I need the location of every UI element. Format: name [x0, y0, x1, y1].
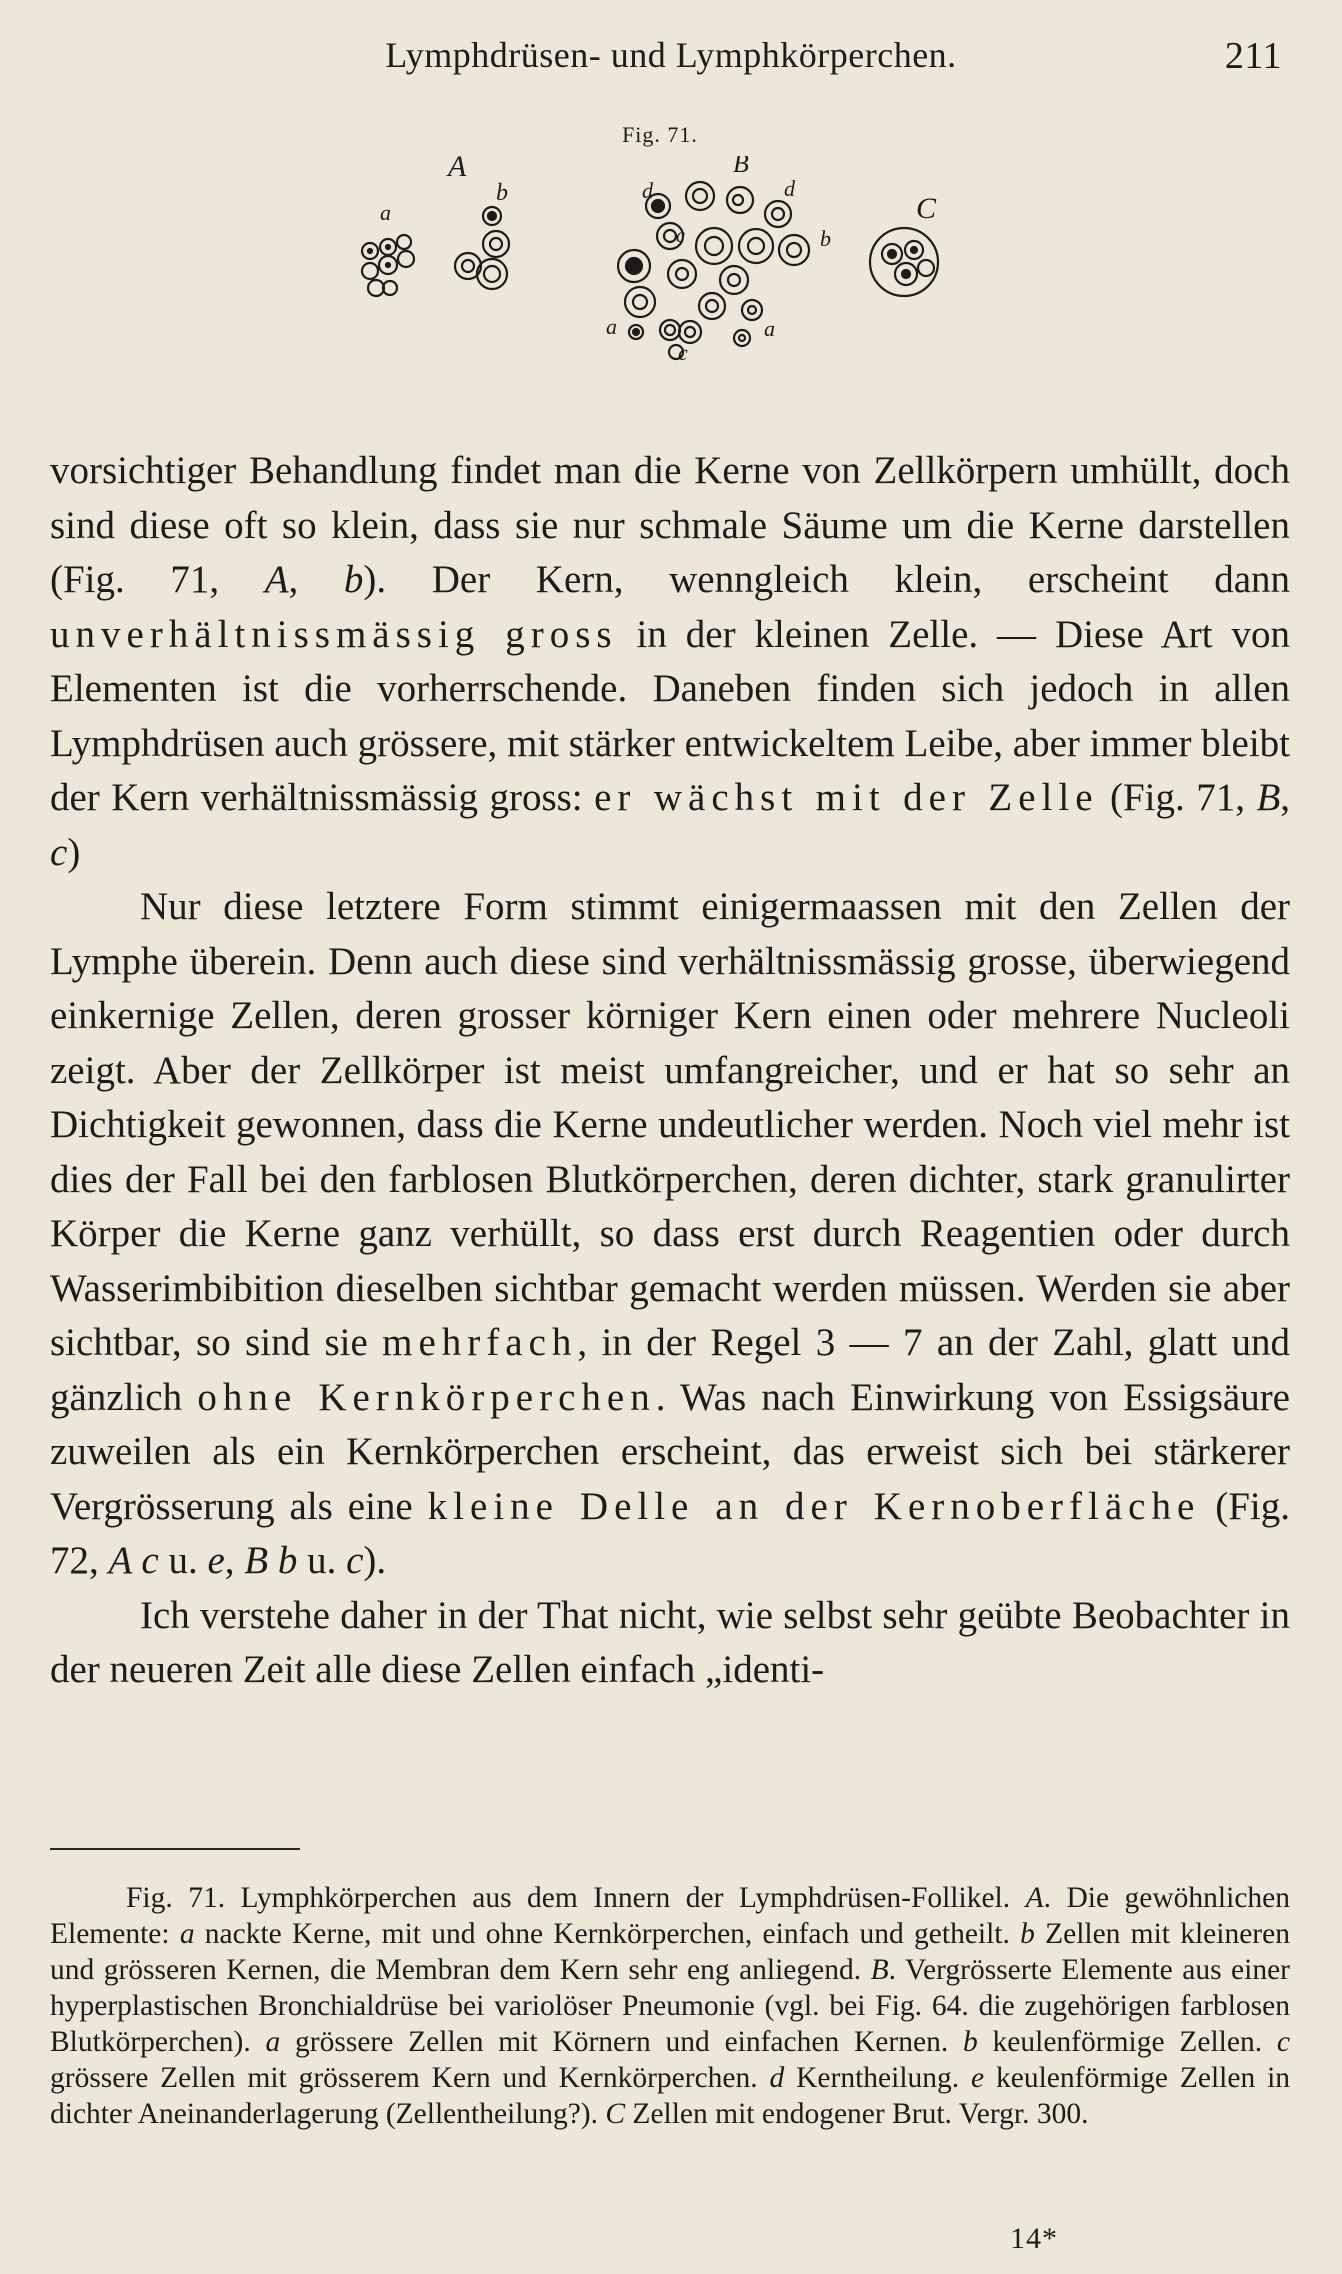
- text-run: , in der Regel 3 — 7 an der Zahl, glatt und gänzlich: [50, 1321, 1290, 1419]
- letter-A: A: [448, 156, 467, 183]
- caption-run: Kerntheilung.: [784, 2062, 972, 2094]
- text-run: Nur diese letztere Form stimmt einigermaassen mit den Zellen der Lymphe überein. Denn auch diese sind verhältnissmässig grosse, überwiegend einkernige Zellen, deren grosser körniger Kern einen oder mehrere Nucleoli zeigt. Aber der Zellkörper ist meist umfangreicher, und er hat so sehr an Dichtigkeit gewonnen, dass die Kerne undeutlicher werden. Noch viel mehr ist dies der Fall bei den farblosen Blutkörperchen, deren dichter, stark granulirter Körper die Kerne ganz verhüllt, so dass erst durch Reagentien oder durch Wasserimbibition dieselben sichtbar gemacht werden müssen. Werden sie aber sichtbar, so sind sie: [50, 885, 1290, 1364]
- spaced-emphasis: mehrfach: [382, 1321, 578, 1364]
- text-run: ).: [363, 1539, 387, 1582]
- cell-illustration: [340, 156, 980, 382]
- text-run: (Fig. 71,: [1098, 776, 1257, 819]
- caption-run: . Vergrösserte Elemente aus einer hyperplastischen Bronchialdrüse bei variolöser Pneumonie (vgl. bei Fig. 64. die zugehörigen farblosen Blutkörperchen).: [50, 1954, 1290, 2058]
- letter-B: B: [733, 156, 749, 178]
- body-text: [50, 444, 1290, 1698]
- paragraph-2: [50, 880, 1290, 1589]
- running-title: Lymphdrüsen- und Lymphkörperchen.: [385, 35, 957, 75]
- caption-italic: B: [870, 1954, 889, 1986]
- text-run: vorsichtiger Behandlung findet man die Kerne von Zellkörpern umhüllt, doch sind diese oft so klein, dass sie nur schmale Säume um die Kerne darstellen (Fig. 71,: [50, 449, 1290, 601]
- italic-run: B: [1256, 776, 1281, 819]
- caption-italic: a: [265, 2026, 281, 2058]
- paragraph-1: [50, 444, 1290, 880]
- caption-run: . Die gewöhnlichen Elemente:: [50, 1882, 1291, 1950]
- caption-italic: d: [769, 2062, 785, 2094]
- letter-d1: d: [642, 178, 653, 203]
- letter-C: C: [916, 192, 937, 225]
- caption-italic: c: [1276, 2026, 1290, 2058]
- text-run: u.: [297, 1539, 347, 1582]
- italic-run: A c: [108, 1539, 159, 1582]
- text-run: . Was nach Einwirkung von Essigsäure zuweilen als ein Kernkörperchen erscheint, das erweist sich bei stärkerer Vergrösserung als eine: [50, 1375, 1290, 1528]
- caption-italic: b: [963, 2026, 978, 2058]
- caption-run: keulenförmige Zellen.: [977, 2026, 1277, 2058]
- letter-d2: d: [784, 176, 795, 201]
- text-run: (Fig. 72,: [50, 1484, 1290, 1582]
- letter-a-B2: a: [764, 316, 775, 341]
- caption-run: grössere Zellen mit grösserem Kern und Kernkörperchen.: [50, 2062, 770, 2094]
- spaced-emphasis: ohne Kernkörperchen: [197, 1375, 656, 1419]
- italic-run: c: [346, 1539, 364, 1582]
- spaced-emphasis: kleine Delle an der Kernoberfläche: [427, 1484, 1201, 1528]
- text-run: u.: [158, 1539, 208, 1582]
- caption-run: Fig. 71. Lymphkörperchen aus dem Innern der Lymphdrüsen-Follikel.: [126, 1882, 1026, 1914]
- text-run: ): [67, 830, 81, 874]
- letter-c-B1: c: [676, 225, 685, 247]
- text-run: ). Der Kern, wenngleich klein, erscheint dann: [363, 558, 1291, 601]
- letter-b-B: b: [820, 226, 831, 251]
- caption-run: Zellen mit endogener Brut. Vergr. 300.: [625, 2098, 1089, 2130]
- caption-italic: b: [1020, 1918, 1035, 1950]
- letter-a-A: a: [380, 200, 391, 225]
- running-header: [50, 34, 1292, 84]
- text-run: ,: [224, 1539, 245, 1582]
- caption-run: grössere Zellen mit Körnern und einfachen Kernen.: [280, 2026, 963, 2058]
- letter-c-B2: c: [678, 340, 688, 365]
- letter-a-B1: a: [606, 314, 617, 339]
- text-run: ,: [288, 558, 344, 601]
- signature-mark: 14*: [1010, 2222, 1058, 2255]
- text-run: in der kleinen Zelle. — Diese Art von Elementen ist die vorherrschende. Daneben finden sich jedoch in allen Lymphdrüsen auch grössere, mit stärker entwickeltem Leibe, aber immer bleibt der Kern verhältnissmässig gross:: [50, 612, 1291, 819]
- figure-71: [340, 122, 980, 382]
- letter-b-A: b: [496, 180, 508, 206]
- footnote-rule: [50, 1848, 300, 1850]
- italic-run: B b: [244, 1539, 298, 1582]
- caption-italic: a: [179, 1918, 195, 1950]
- italic-run: b: [343, 558, 364, 601]
- figure-caption: [50, 1880, 1290, 2132]
- italic-run: A: [264, 558, 289, 601]
- caption-italic: e: [971, 2062, 985, 2094]
- caption-italic: A: [1025, 1882, 1044, 1914]
- caption-italic: C: [605, 2098, 626, 2130]
- italic-run: c: [50, 830, 68, 874]
- spaced-emphasis: unverhältnissmässig gross: [50, 612, 618, 656]
- paragraph-3: Ich verstehe daher in der That nicht, wie selbst sehr geübte Beobachter in der neueren Zeit alle diese Zellen einfach „identi-: [50, 1593, 1290, 1691]
- text-run: ,: [1280, 776, 1291, 819]
- figure-label: Fig. 71.: [622, 122, 698, 147]
- caption-run: nackte Kerne, mit und ohne Kernkörperchen, einfach und getheilt.: [194, 1918, 1021, 1950]
- italic-run: e: [207, 1539, 225, 1582]
- caption-run: Zellen mit kleineren und grösseren Kernen, die Membran dem Kern sehr eng anliegend.: [50, 1918, 1290, 1986]
- spaced-emphasis: er wächst mit der Zelle: [594, 776, 1099, 819]
- caption-run: keulenförmige Zellen in dichter Aneinanderlagerung (Zellentheilung?).: [50, 2062, 1291, 2130]
- page-number: 211: [1224, 35, 1282, 77]
